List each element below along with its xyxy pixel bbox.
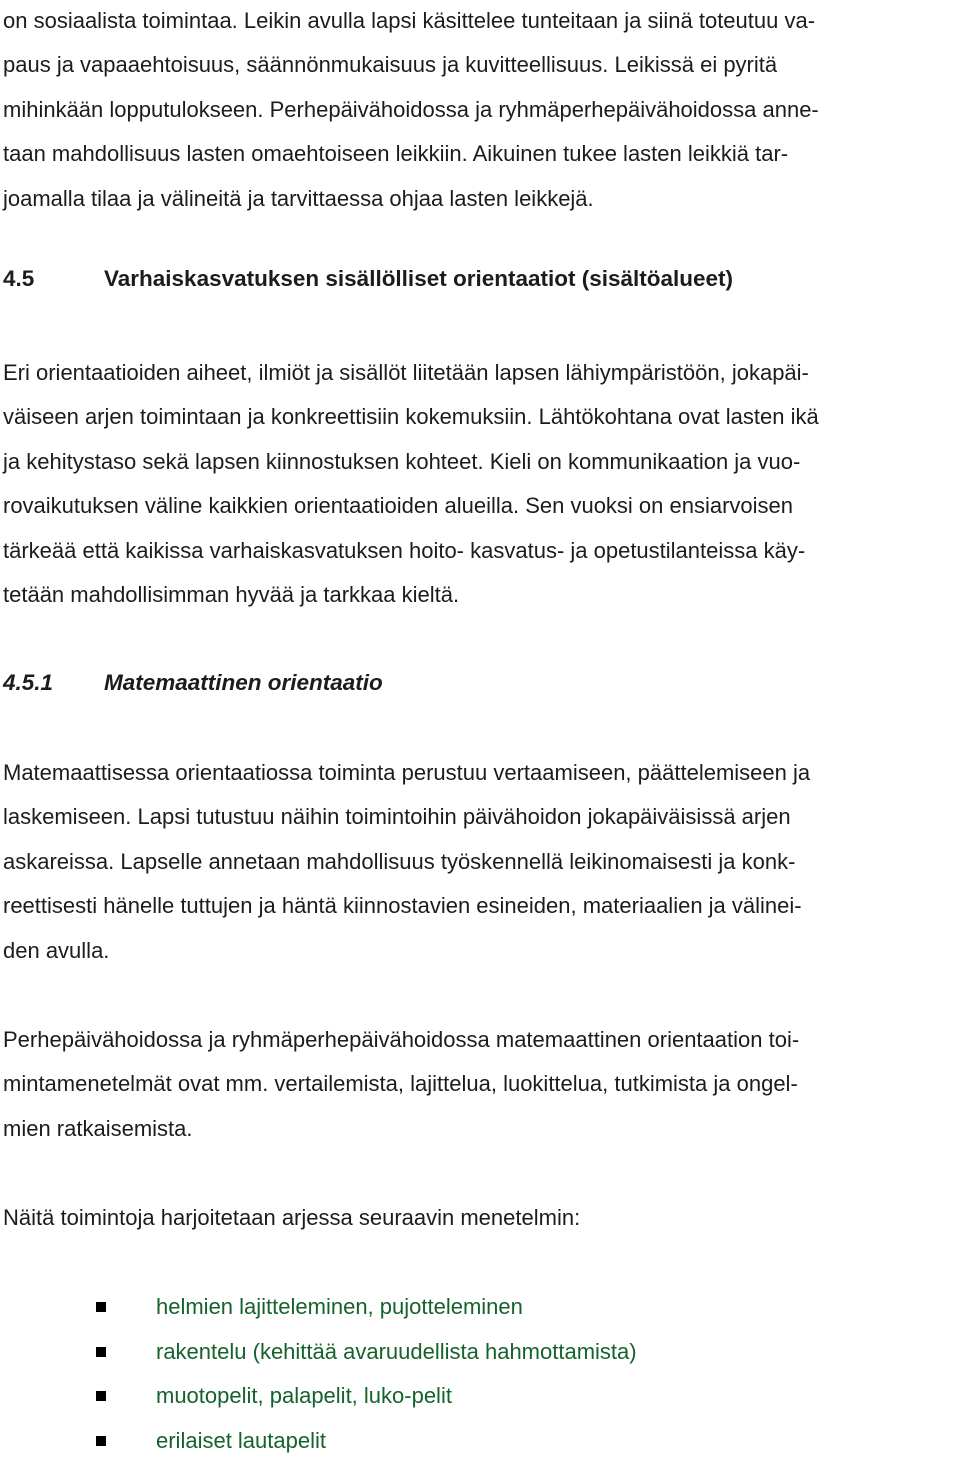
text-line: joamalla tilaa ja välineitä ja tarvittaessa ohjaa lasten leikkejä.: [3, 177, 960, 221]
list-item: [96, 1285, 936, 1330]
text-line: on sosiaalista toimintaa. Leikin avulla lapsi käsittelee tunteitaan ja siinä toteutuu va-: [3, 0, 960, 43]
text-line: taan mahdollisuus lasten omaehtoiseen leikkiin. Aikuinen tukee lasten leikkiä tar-: [3, 132, 960, 176]
list-item: [96, 1374, 936, 1419]
text-line: mintamenetelmät ovat mm. vertailemista, lajittelua, luokittelua, tutkimista ja ongel-: [3, 1062, 960, 1106]
square-bullet-icon: [96, 1391, 106, 1401]
text-line: ja kehitystaso sekä lapsen kiinnostuksen kohteet. Kieli on kommunikaation ja vuo-: [3, 440, 960, 484]
paragraph-math: [3, 751, 960, 973]
list-item: [96, 1419, 936, 1463]
section-title: Matemaattinen orientaatio: [104, 670, 383, 695]
text-line: mihinkään lopputulokseen. Perhepäivähoidossa ja ryhmäperhepäivähoidossa anne-: [3, 88, 960, 132]
list-item-text: rakentelu (kehittää avaruudellista hahmottamista): [156, 1330, 637, 1375]
square-bullet-icon: [96, 1347, 106, 1357]
text-line: laskemiseen. Lapsi tutustuu näihin toimintoihin päivähoidon jokapäiväisissä arjen: [3, 795, 960, 839]
section-heading-4-5-1: [3, 670, 383, 696]
section-title: Varhaiskasvatuksen sisällölliset orientaatiot (sisältöalueet): [104, 266, 733, 291]
section-number: 4.5.1: [3, 670, 104, 696]
text-line: tetään mahdollisimman hyvää ja tarkkaa kieltä.: [3, 573, 960, 617]
section-number: 4.5: [3, 266, 104, 292]
list-item-text: muotopelit, palapelit, luko-pelit: [156, 1374, 452, 1419]
paragraph-list-intro: [3, 1196, 960, 1240]
paragraph-orientations: [3, 351, 960, 617]
list-item-text: erilaiset lautapelit: [156, 1419, 326, 1463]
text-line: mien ratkaisemista.: [3, 1107, 960, 1151]
text-line: väiseen arjen toimintaan ja konkreettisiin kokemuksiin. Lähtökohtana ovat lasten ikä: [3, 395, 960, 439]
text-line: Näitä toimintoja harjoitetaan arjessa seuraavin menetelmin:: [3, 1196, 960, 1240]
list-item-text: helmien lajitteleminen, pujotteleminen: [156, 1285, 523, 1330]
text-line: Perhepäivähoidossa ja ryhmäperhepäivähoidossa matemaattinen orientaation toi-: [3, 1018, 960, 1062]
text-line: Eri orientaatioiden aiheet, ilmiöt ja sisällöt liitetään lapsen lähiympäristöön, jokapäi-: [3, 351, 960, 395]
text-line: askareissa. Lapselle annetaan mahdollisuus työskennellä leikinomaisesti ja konk-: [3, 840, 960, 884]
text-line: paus ja vapaaehtoisuus, säännönmukaisuus ja kuvitteellisuus. Leikissä ei pyritä: [3, 43, 960, 87]
bullet-list: [96, 1285, 936, 1463]
list-item: [96, 1330, 936, 1375]
text-line: rovaikutuksen väline kaikkien orientaatioiden alueilla. Sen vuoksi on ensiarvoisen: [3, 484, 960, 528]
text-line: tärkeää että kaikissa varhaiskasvatuksen hoito- kasvatus- ja opetustilanteissa käy-: [3, 529, 960, 573]
text-line: reettisesti hänelle tuttujen ja häntä kiinnostavien esineiden, materiaalien ja välinei-: [3, 884, 960, 928]
section-heading-4-5: [3, 266, 733, 292]
square-bullet-icon: [96, 1302, 106, 1312]
text-line: den avulla.: [3, 929, 960, 973]
paragraph-methods: [3, 1018, 960, 1151]
square-bullet-icon: [96, 1436, 106, 1446]
paragraph-play: [3, 0, 960, 221]
text-line: Matemaattisessa orientaatiossa toiminta perustuu vertaamiseen, päättelemiseen ja: [3, 751, 960, 795]
